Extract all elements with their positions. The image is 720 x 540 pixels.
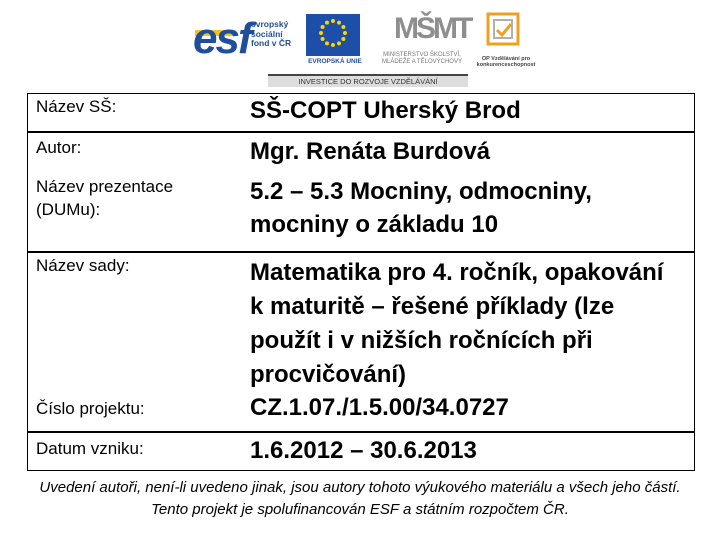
esf-wordmark: esf [193,14,251,63]
footer-note: Uvedení autoři, není-li uvedeno jinak, jsou autory tohoto výukového materiálu a všech jeho částí. Tento projekt je spolufinancován ESF a státním rozpočtem ČR. [39,479,681,518]
row-label: Číslo projektu: [36,399,145,418]
eu-flag-icon [306,14,360,56]
msmt-mark: MŠMT [394,12,471,45]
row-label: Název sady: [36,256,130,275]
msmt-caption: MINISTERSTVO ŠKOLSTVÍ, MLÁDEŽE A TĚLOVÝCHOVY [382,52,462,65]
row-value: Matematika pro 4. ročník, opakování k maturitě – řešené příklady (lze použít i v nižších ročnících při procvičování) [250,259,664,388]
row-label: Autor: [36,138,82,157]
info-row-set [28,253,694,390]
row-value: SŠ-COPT Uherský Brod [250,97,521,124]
project-info-table [27,93,695,471]
logo-banner [188,8,540,84]
row-label: Název SŠ: [36,97,117,116]
row-value: CZ.1.07./1.5.00/34.0727 [250,394,509,421]
invest-strip: INVESTICE DO ROZVOJE VZDĚLÁVÁNÍ [268,74,468,87]
row-label: Název prezentace (DUMu): [36,177,174,219]
row-label: Datum vzniku: [36,439,144,458]
op-caption: OP Vzdělávání pro konkurenceschopnost [476,56,536,68]
eu-stars-icon [306,14,360,56]
row-value: 1.6.2012 – 30.6.2013 [250,437,477,464]
info-row-school [28,94,694,131]
op-vk-logo [470,10,536,70]
op-emblem-icon [470,10,536,56]
info-row-presentation [28,174,694,251]
esf-logo [193,14,293,72]
row-value: Mgr. Renáta Burdová [250,138,491,165]
info-row-project-number [28,390,694,430]
esf-caption: evropský sociální fond v ČR [251,19,292,48]
info-row-author [28,133,694,173]
info-row-date [28,430,694,470]
eu-label: EVROPSKÁ UNIE [308,58,362,65]
row-value: 5.2 – 5.3 Mocniny, odmocniny, mocniny o základu 10 [250,178,592,238]
msmt-logo [374,12,471,72]
